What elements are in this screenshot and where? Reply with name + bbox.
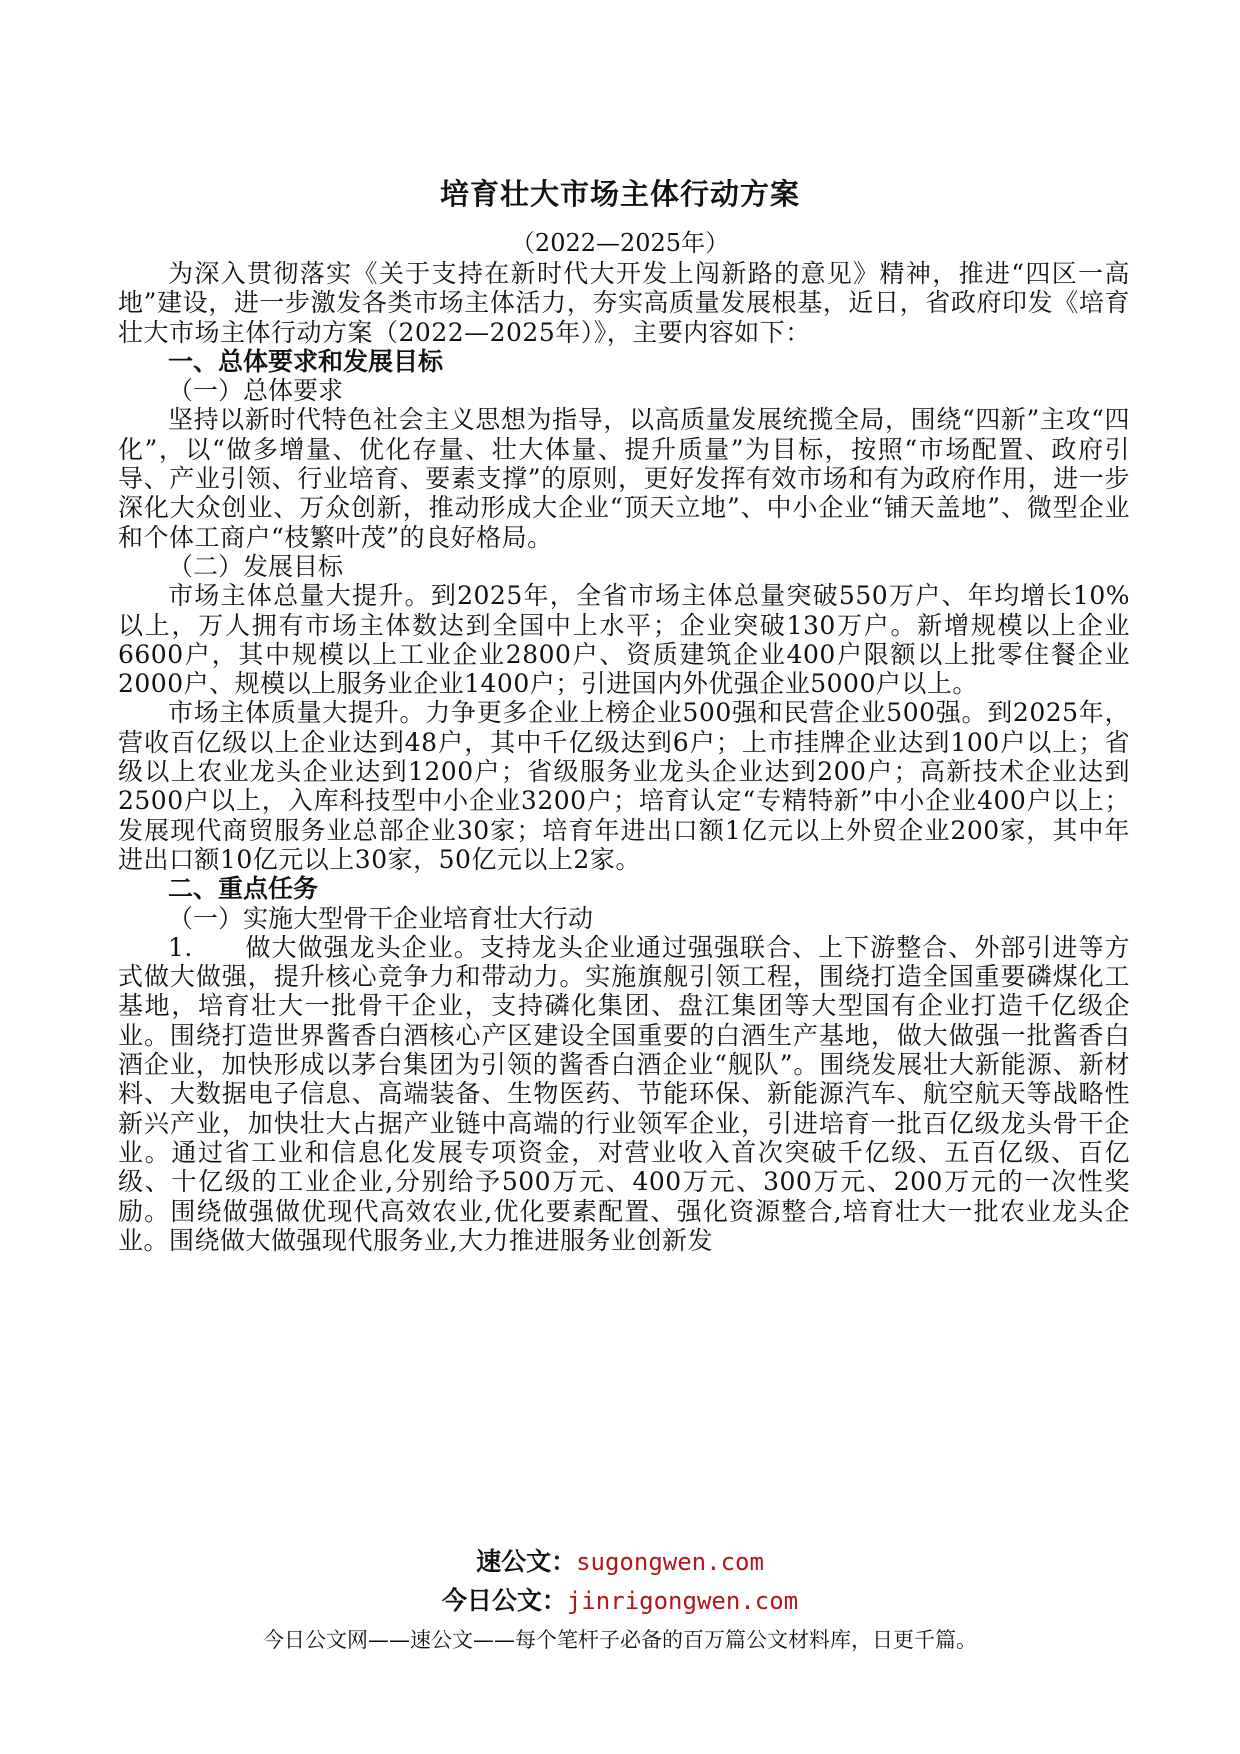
document-title: 培育壮大市场主体行动方案	[439, 177, 800, 211]
subsection-heading-requirements: （一）总体要求	[168, 376, 344, 406]
footer-sugongwen	[0, 1545, 1240, 1579]
subsection-heading-leading-enterprises: （一）实施大型骨干企业培育壮大行动	[168, 903, 594, 933]
footer-sugongwen-link[interactable]: sugongwen.com	[576, 1548, 764, 1576]
leading-enterprises-paragraph: 1. 做大做强龙头企业。支持龙头企业通过强强联合、上下游整合、外部引进等方式做大做强，提升核心竞争力和带动力。实施旗舰引领工程，围绕打造全国重要磷煤化工基地，培育壮大一批骨干企业，支持磷化集团、盘江集团等大型国有企业打造千亿级企业。围绕打造世界酱香白酒核心产区建设全国重要的白酒生产基地，做大做强一批酱香白酒企业，加快形成以茅台集团为引领的酱香白酒企业“舰队”。围绕发展壮大新能源、新材料、大数据电子信息、高端装备、生物医药、节能环保、新能源汽车、航空航天等战略性新兴产业，加快壮大占据产业链中高端的行业领军企业，引进培育一批百亿级龙头骨干企业。通过省工业和信息化发展专项资金，对营业收入首次突破千亿级、五百亿级、百亿级、十亿级的工业企业,分别给予500万元、400万元、300万元、200万元的一次性奖励。围绕做强做优现代高效农业,优化要素配置、强化资源整合,培育壮大一批农业龙头企业。围绕做大做强现代服务业,大力推进服务业创新发	[118, 932, 1130, 1255]
footer-jinrigongwen-label: 今日公文：	[441, 1586, 567, 1615]
footer-jinrigongwen	[0, 1584, 1240, 1618]
targets-quality-paragraph: 市场主体质量大提升。力争更多企业上榜企业500强和民营企业500强。到2025年，营收百亿级以上企业达到48户，其中千亿级达到6户；上市挂牌企业达到100户以上；省级以上农业龙头企业达到1200户；省级服务业龙头企业达到200户；高新技术企业达到2500户以上，入库科技型中小企业3200户；培育认定“专精特新”中小企业400户以上；发展现代商贸服务业总部企业30家；培育年进出口额1亿元以上外贸企业200家，其中年进出口额10亿元以上30家，50亿元以上2家。	[118, 698, 1130, 874]
document-body	[118, 259, 1130, 1255]
targets-quantity-paragraph: 市场主体总量大提升。到2025年，全省市场主体总量突破550万户、年均增长10%以上，万人拥有市场主体数达到全国中上水平；企业突破130万户。新增规模以上企业6600户，其中规模以上工业企业2800户、资质建筑企业400户限额以上批零住餐企业2000户、规模以上服务业企业1400户；引进国内外优强企业5000户以上。	[118, 581, 1130, 699]
footer-sugongwen-label: 速公文：	[476, 1547, 577, 1576]
subsection-heading-targets: （二）发展目标	[168, 551, 344, 581]
section-heading-goals: 一、总体要求和发展目标	[168, 346, 444, 376]
footer-slogan: 今日公文网——速公文——每个笔杆子必备的百万篇公文材料库，日更千篇。	[263, 1628, 977, 1652]
intro-paragraph: 为深入贯彻落实《关于支持在新时代大开发上闯新路的意见》精神，推进“四区一高地”建设，进一步激发各类市场主体活力，夯实高质量发展根基，近日，省政府印发《培育壮大市场主体行动方案（2022—2025年）》，主要内容如下：	[118, 259, 1130, 347]
footer-jinrigongwen-link[interactable]: jinrigongwen.com	[566, 1587, 799, 1615]
section-heading-tasks: 二、重点任务	[168, 874, 319, 904]
document-subtitle: （2022—2025年）	[510, 229, 730, 257]
requirements-paragraph: 坚持以新时代特色社会主义思想为指导，以高质量发展统揽全局，围绕“四新”主攻“四化”，以“做多增量、优化存量、壮大体量、提升质量”为目标，按照“市场配置、政府引导、产业引领、行业培育、要素支撑”的原则，更好发挥有效市场和有为政府作用，进一步深化大众创业、万众创新，推动形成大企业“顶天立地”、中小企业“铺天盖地”、微型企业和个体工商户“枝繁叶茂”的良好格局。	[118, 405, 1130, 552]
